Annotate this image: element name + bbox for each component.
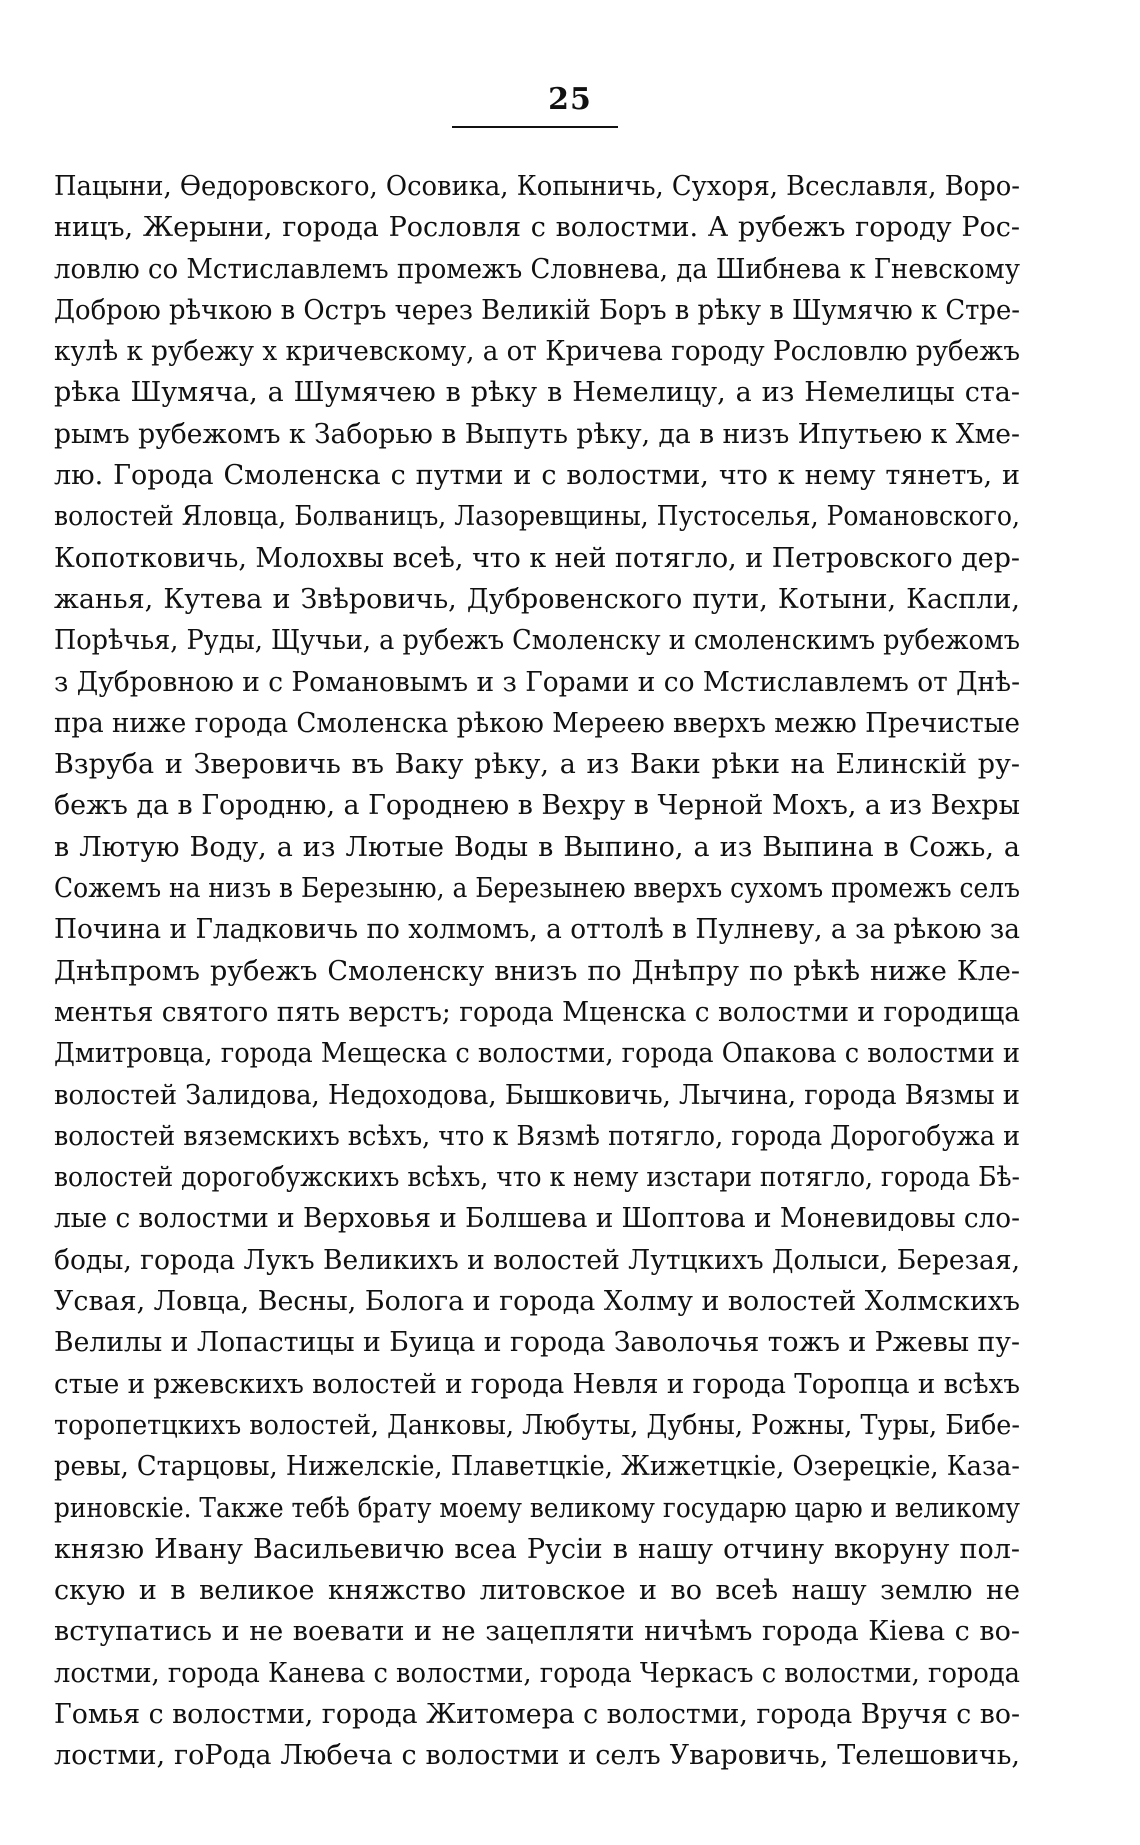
text-line: Велилы и Лопастицы и Буица и города Заволочья тожъ и Ржевы пу-	[54, 1327, 1020, 1359]
header-rule	[452, 126, 618, 128]
text-line: Днѣпромъ рубежъ Смоленску внизъ по Днѣпру по рѣкѣ ниже Кле-	[54, 955, 1020, 987]
text-line: жанья, Кутева и Звѣровичь, Дубровенского пути, Котыни, Каспли,	[54, 583, 1020, 615]
text-line: торопетцкихъ волостей, Данковы, Любуты, Дубны, Рожны, Туры, Бибе-	[54, 1409, 1020, 1441]
text-line: рымъ рубежомъ к Заборью в Выпуть рѣку, да в низъ Ипутьею к Хме-	[54, 418, 1020, 450]
text-line: вступатись и не воевати и не зацепляти ничѣмъ города Кіева с во-	[54, 1616, 1020, 1648]
text-line: Доброю рѣчкою в Остръ через Великій Боръ в рѣку в Шумячю к Стре-	[54, 294, 1020, 326]
text-line: волостей дорогобужскихъ всѣхъ, что к нему изстари потягло, города Бѣ-	[54, 1162, 1020, 1194]
text-line: стые и ржевскихъ волостей и города Невля и города Торопца и всѣхъ	[54, 1368, 1020, 1400]
text-line: волостей Яловца, Болваницъ, Лазоревщины, Пустоселья, Романовского,	[54, 501, 1020, 533]
text-line: ловлю со Мстиславлемъ промежъ Словнева, да Шибнева к Гневскому	[54, 253, 1020, 285]
text-line: князю Ивану Васильевичю всеа Русіи в нашу отчину вкоруну пол-	[54, 1533, 1020, 1565]
body-text	[54, 166, 1020, 1777]
text-line: волостей вяземскихъ всѣхъ, что к Вязмѣ потягло, города Дорогобужа и	[54, 1120, 1020, 1152]
text-line: лю. Города Смоленска с путми и с волостми, что к нему тянетъ, и	[54, 460, 1020, 492]
text-line: в Лютую Воду, а из Лютые Воды в Выпино, а из Выпина в Сожь, а	[54, 831, 1020, 863]
page-number: 25	[548, 82, 592, 117]
text-line: бежъ да в Городню, а Городнею в Вехру в Черной Мохъ, а из Вехры	[54, 790, 1020, 822]
text-line: Взруба и Зверовичь въ Ваку рѣку, а из Ваки рѣки на Елинскій ру-	[54, 749, 1020, 781]
text-line: Сожемъ на низъ в Березыню, а Березынею вверхъ сухомъ промежъ селъ	[54, 873, 1020, 905]
text-line: ревы, Старцовы, Нижелскіе, Плаветцкіе, Жижетцкіе, Озерецкіе, Каза-	[54, 1451, 1020, 1483]
text-line: Дмитровца, города Мещеска с волостми, города Опакова с волостми и	[54, 1038, 1020, 1070]
text-line: кулѣ к рубежу х кричевскому, а от Кричева городу Рословлю рубежъ	[54, 336, 1020, 368]
text-line: скую и в великое княжство литовское и во всеѣ нашу землю не	[54, 1575, 1020, 1607]
text-line: волостей Залидова, Недоходова, Бышковичь, Лычина, города Вязмы и	[54, 1079, 1020, 1111]
text-line: лостми, города Канева с волостми, города Черкасъ с волостми, города	[54, 1657, 1020, 1689]
text-line: Пацыни, Өедоровского, Осовика, Копыничь, Сухоря, Всеславля, Воро-	[54, 171, 1020, 202]
text-line: лостми, гоРода Любеча с волостми и селъ Уваровичь, Телешовичь,	[54, 1740, 1020, 1772]
text-line: боды, города Лукъ Великихъ и волостей Лутцкихъ Долыси, Березая,	[54, 1244, 1020, 1276]
text-line: пра ниже города Смоленска рѣкою Мереею вверхъ межю Пречистые	[54, 707, 1020, 739]
text-line: Порѣчья, Руды, Щучьи, а рубежъ Смоленску и смоленскимъ рубежомъ	[54, 625, 1020, 657]
text-line: з Дубровною и с Романовымъ и з Горами и со Мстиславлемъ от Днѣ-	[54, 666, 1020, 698]
text-line: Усвая, Ловца, Весны, Болога и города Холму и волостей Холмскихъ	[54, 1286, 1020, 1318]
text-line: Почина и Гладковичь по холмомъ, а оттолѣ в Пулневу, а за рѣкою за	[54, 914, 1020, 946]
text-line: ментья святого пять верстъ; города Мценска с волостми и городища	[54, 996, 1020, 1028]
text-line: ницъ, Жерыни, города Рословля с волостми. А рубежъ городу Рос-	[54, 212, 1020, 244]
text-line: Копотковичь, Молохвы всеѣ, что к ней потягло, и Петровского дер-	[54, 542, 1020, 574]
text-line: лые с волостми и Верховья и Болшева и Шоптова и Моневидовы сло-	[54, 1203, 1020, 1235]
text-line: рѣка Шумяча, а Шумячею в рѣку в Немелицу, а из Немелицы ста-	[54, 377, 1020, 409]
text-line: Гомья с волостми, города Житомера с волостми, города Вручя с во-	[54, 1698, 1020, 1730]
text-line: риновскіе. Также тебѣ брату моему великому государю царю и великому	[54, 1492, 1020, 1524]
